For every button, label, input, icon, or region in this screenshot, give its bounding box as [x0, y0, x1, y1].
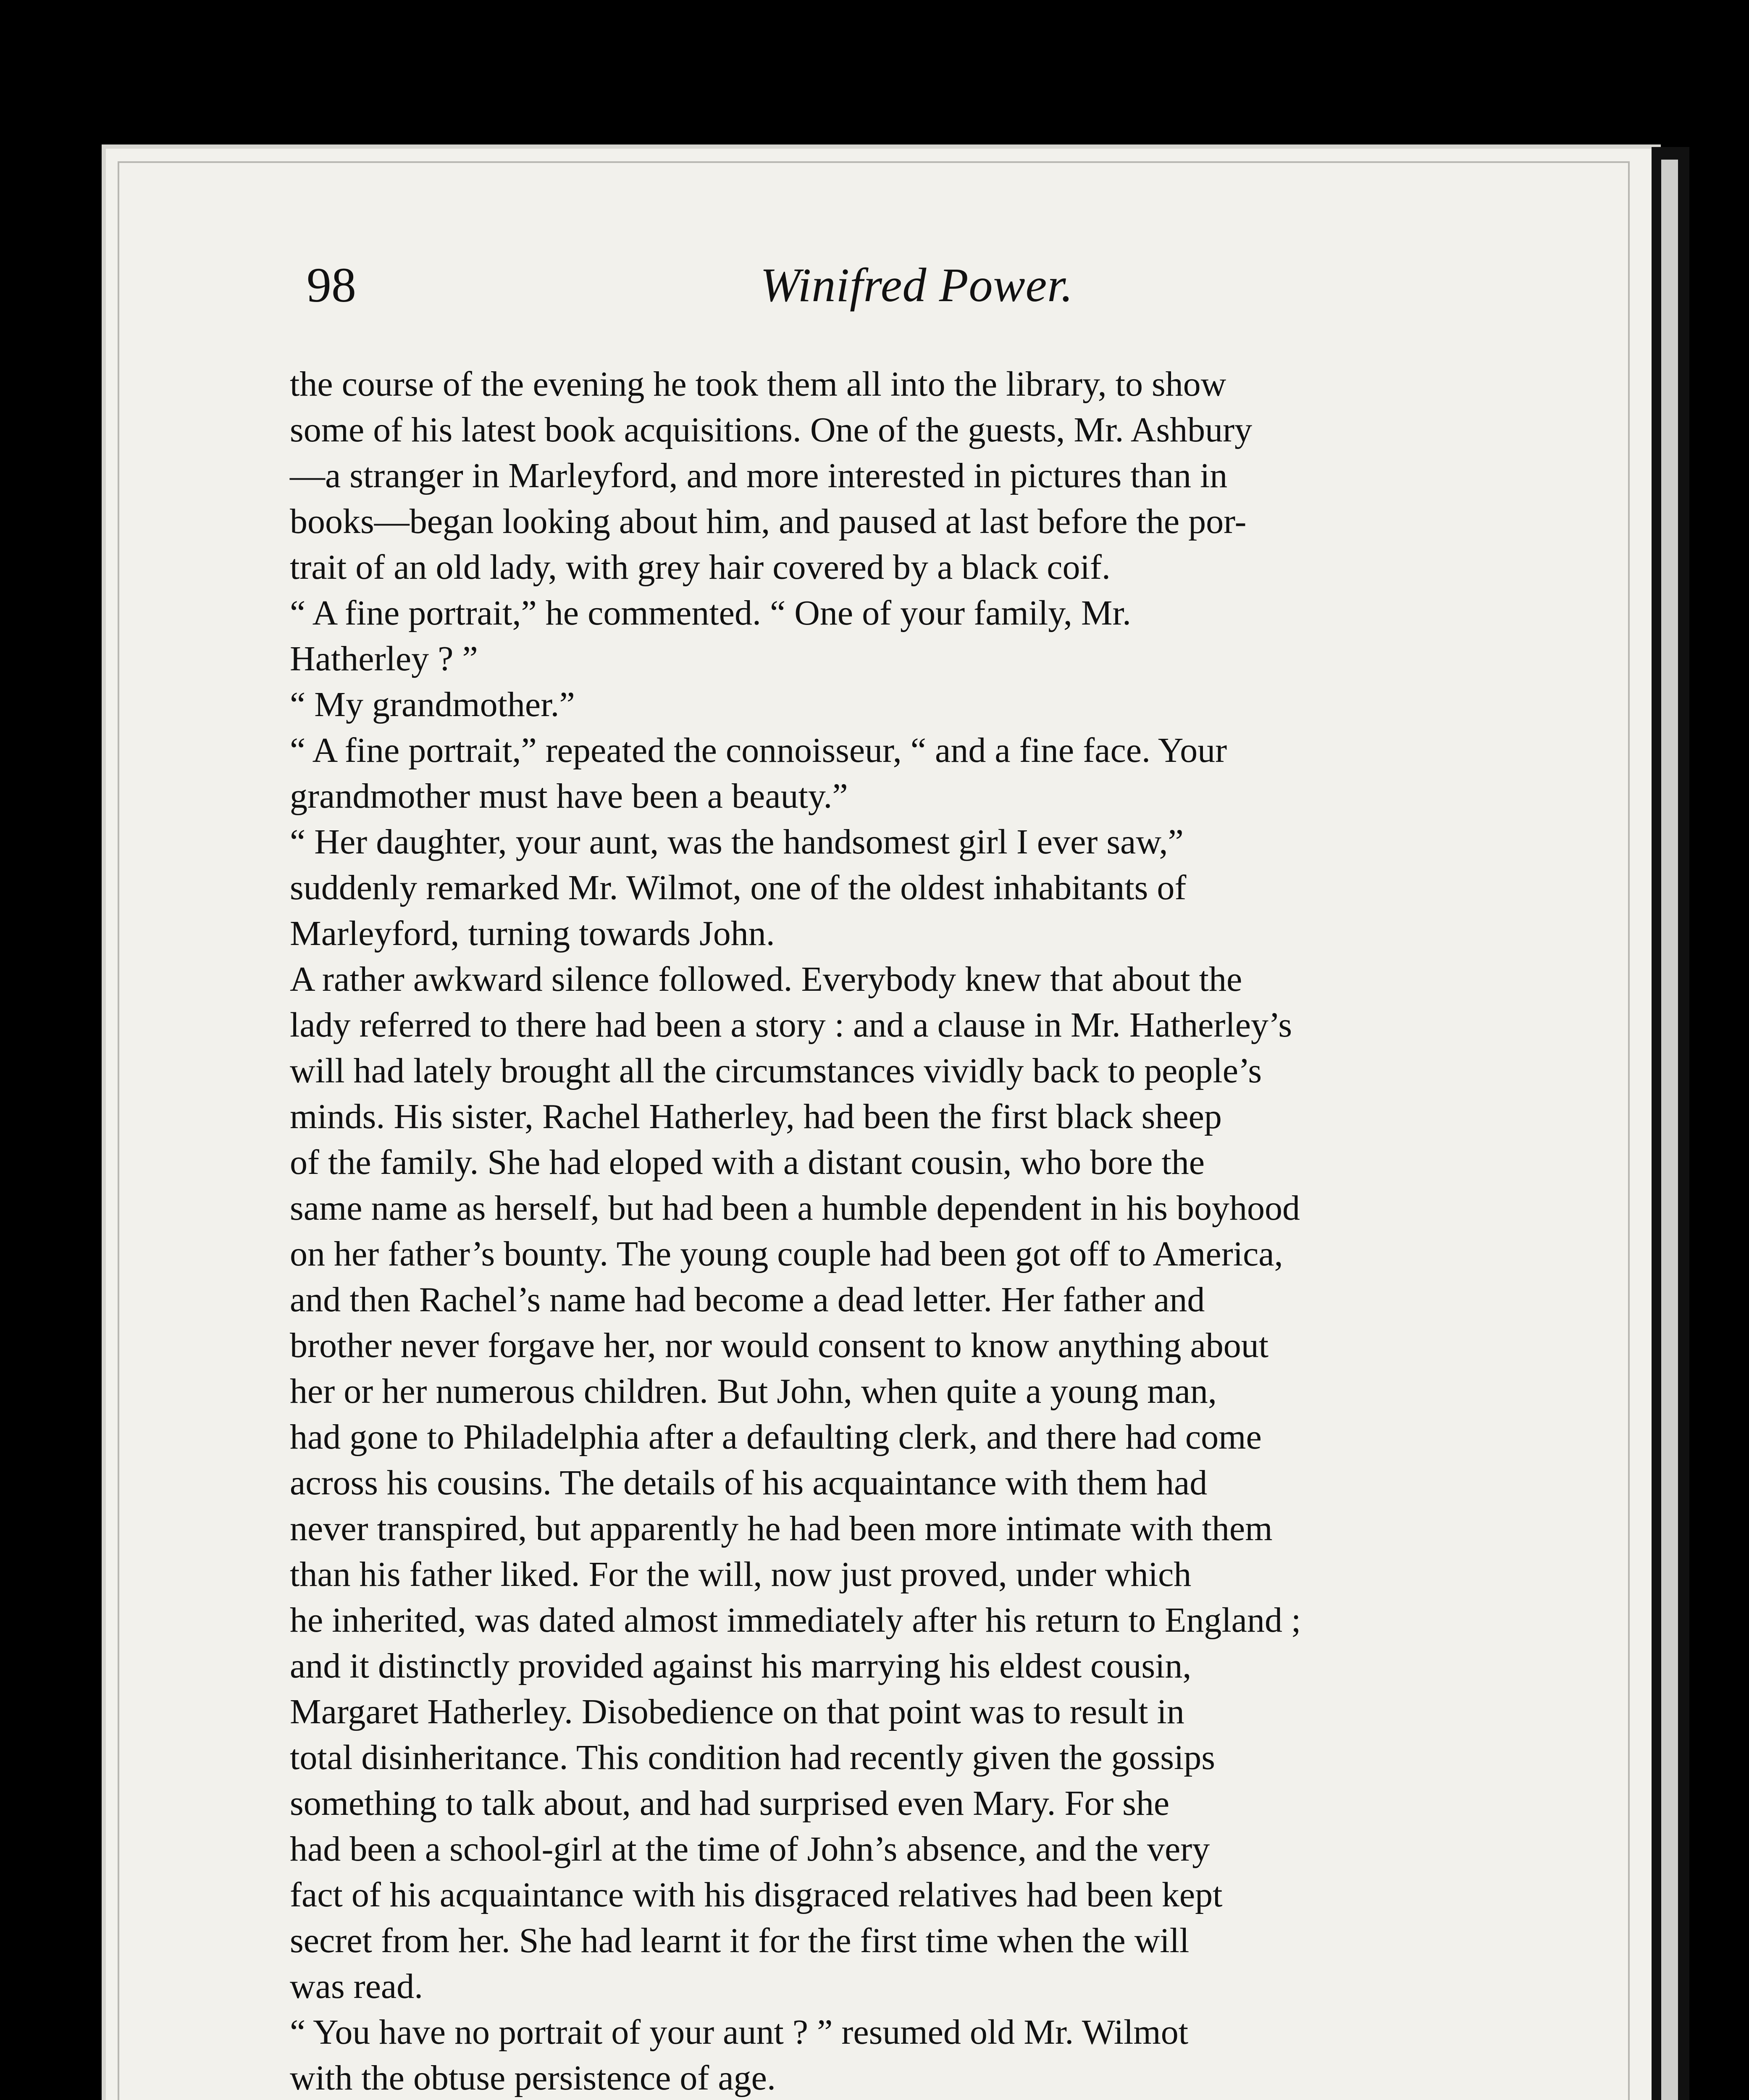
- text-line: “ A fine portrait,” he commented. “ One of your family, Mr.: [290, 593, 1131, 633]
- text-line: something to talk about, and had surprised even Mary. For she: [290, 1784, 1170, 1823]
- text-line: and then Rachel’s name had become a dead letter. Her father and: [290, 1280, 1205, 1319]
- text-line: “ Her daughter, your aunt, was the handsomest girl I ever saw,”: [290, 822, 1184, 861]
- book-text: [290, 361, 1525, 2100]
- text-line: than his father liked. For the will, now just proved, under which: [290, 1555, 1192, 1594]
- text-line: of the family. She had eloped with a distant cousin, who bore the: [290, 1143, 1205, 1182]
- text-line: total disinheritance. This condition had recently given the gossips: [290, 1738, 1215, 1777]
- text-line: secret from her. She had learnt it for the first time when the will: [290, 1921, 1190, 1960]
- text-line: lady referred to there had been a story : and a clause in Mr. Hatherley’s: [290, 1005, 1292, 1045]
- text-line: never transpired, but apparently he had been more intimate with them: [290, 1509, 1273, 1548]
- text-line: “ You have no portrait of your aunt ? ” resumed old Mr. Wilmot: [290, 2013, 1189, 2052]
- text-line: her or her numerous children. But John, when quite a young man,: [290, 1372, 1217, 1411]
- text-line: with the obtuse persistence of age.: [290, 2058, 776, 2097]
- page-title: Winifred Power.: [760, 258, 1074, 312]
- text-line: on her father’s bounty. The young couple had been got off to America,: [290, 1234, 1283, 1273]
- text-line: Marleyford, turning towards John.: [290, 914, 775, 953]
- text-line: grandmother must have been a beauty.”: [290, 777, 848, 816]
- text-line: books—began looking about him, and paused at last before the por-: [290, 502, 1247, 541]
- text-line: A rather awkward silence followed. Everybody knew that about the: [290, 960, 1242, 999]
- text-line: he inherited, was dated almost immediately after his return to England ;: [290, 1601, 1301, 1640]
- text-line: was read.: [290, 1967, 423, 2006]
- text-line: trait of an old lady, with grey hair covered by a black coif.: [290, 548, 1111, 587]
- text-line: had been a school-girl at the time of John’s absence, and the very: [290, 1830, 1210, 1869]
- text-line: same name as herself, but had been a humble dependent in his boyhood: [290, 1189, 1300, 1228]
- text-line: suddenly remarked Mr. Wilmot, one of the oldest inhabitants of: [290, 868, 1187, 907]
- text-line: across his cousins. The details of his acquaintance with them had: [290, 1463, 1208, 1502]
- text-line: the course of the evening he took them all into the library, to show: [290, 365, 1226, 404]
- running-header: [307, 257, 1567, 315]
- page-number: 98: [307, 257, 356, 312]
- text-line: fact of his acquaintance with his disgraced relatives had been kept: [290, 1875, 1223, 1914]
- text-line: some of his latest book acquisitions. One of the guests, Mr. Ashbury: [290, 410, 1253, 449]
- text-line: and it distinctly provided against his marrying his eldest cousin,: [290, 1646, 1192, 1685]
- text-line: will had lately brought all the circumstances vividly back to people’s: [290, 1051, 1262, 1090]
- text-line: Margaret Hatherley. Disobedience on that point was to result in: [290, 1692, 1184, 1731]
- text-line: minds. His sister, Rachel Hatherley, had been the first black sheep: [290, 1097, 1222, 1136]
- text-line: Hatherley ? ”: [290, 639, 478, 678]
- text-line: “ A fine portrait,” repeated the connoisseur, “ and a fine face. Your: [290, 731, 1227, 770]
- text-line: “ My grandmother.”: [290, 685, 575, 724]
- text-line: had gone to Philadelphia after a defaulting clerk, and there had come: [290, 1418, 1262, 1457]
- text-line: brother never forgave her, nor would consent to know anything about: [290, 1326, 1269, 1365]
- adjacent-page-edge: [1661, 160, 1678, 2100]
- text-line: —a stranger in Marleyford, and more interested in pictures than in: [290, 456, 1228, 495]
